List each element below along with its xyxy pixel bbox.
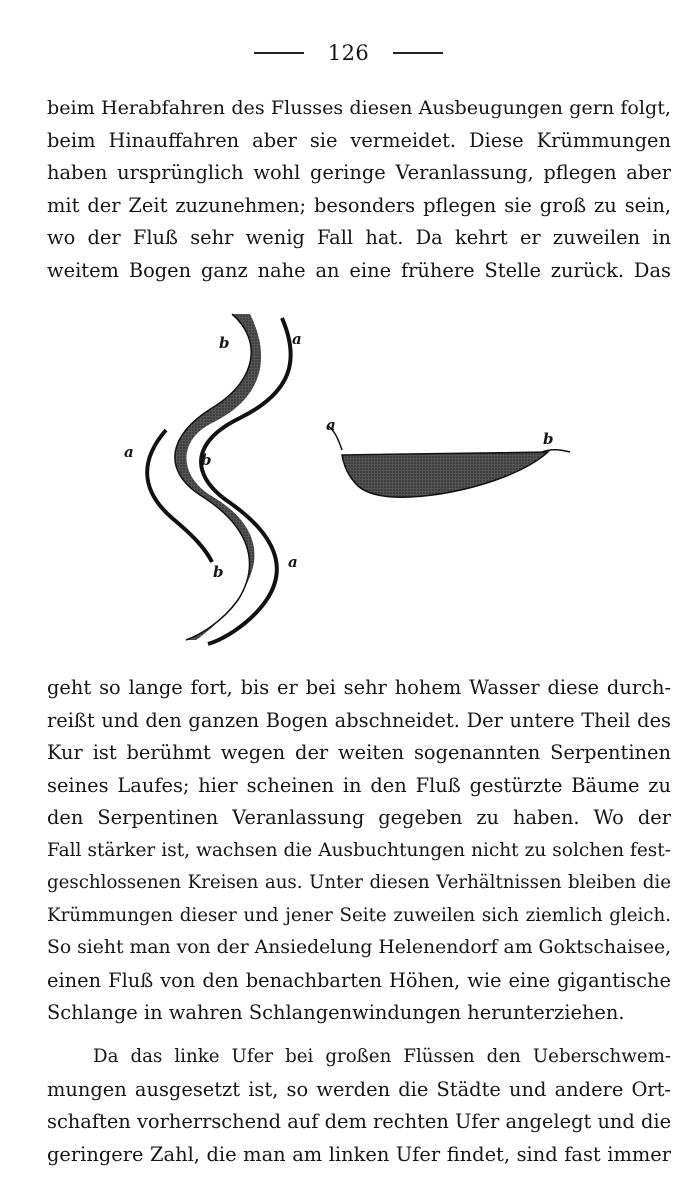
river-bank-a-line bbox=[201, 318, 291, 644]
section-water-body bbox=[342, 452, 548, 497]
text-line: beim Herabfahren des Flusses diesen Ausbeugungen gern folgt, bbox=[47, 96, 671, 119]
label-river-b-bottom: b bbox=[213, 563, 224, 581]
text-line: schaften vorherrschend auf dem rechten Ufer angelegt und die bbox=[47, 1110, 672, 1133]
text-line: Kur ist berühmt wegen der weiten sogenannten Serpentinen bbox=[47, 741, 671, 764]
label-river-a-bottom: a bbox=[288, 553, 298, 571]
page-header bbox=[0, 38, 697, 68]
text-line: den Serpentinen Veranlassung gegeben zu haben. Wo der bbox=[47, 806, 671, 829]
label-river-a-top: a bbox=[292, 330, 302, 348]
text-line: Da das linke Ufer bei großen Flüssen den Ueberschwem- bbox=[93, 1046, 671, 1067]
page-number: 126 bbox=[327, 41, 370, 65]
text-line: einen Fluß von den benachbarten Höhen, wie eine gigantische bbox=[47, 968, 671, 992]
text-line: geringere Zahl, die man am linken Ufer findet, sind fast immer bbox=[47, 1142, 671, 1166]
paragraph-2 bbox=[47, 672, 671, 1030]
text-line: geht so lange fort, bis er bei sehr hohem Wasser diese durch- bbox=[47, 676, 671, 699]
text-line: mungen ausgesetzt ist, so werden die Städte und andere Ort- bbox=[47, 1077, 671, 1101]
text-line: So sieht man von der Ansiedelung Helenendorf am Goktschaisee, bbox=[47, 937, 672, 958]
paragraph-1 bbox=[47, 92, 671, 287]
text-line: haben ursprünglich wohl geringe Veranlassung, pflegen aber bbox=[47, 161, 671, 184]
text-line: beim Hinauffahren aber sie vermeidet. Diese Krümmungen bbox=[47, 128, 671, 152]
text-line: geschlossenen Kreisen aus. Unter diesen Verhältnissen bleiben die bbox=[47, 872, 671, 893]
text-line: Fall stärker ist, wachsen die Ausbuchtungen nicht zu solchen fest- bbox=[47, 839, 671, 861]
river-cross-section bbox=[328, 426, 570, 497]
header-rule-left bbox=[254, 52, 304, 54]
text-line: weitem Bogen ganz nahe an eine frühere Stelle zurück. Das bbox=[47, 258, 671, 282]
label-river-b-mid: b bbox=[201, 451, 212, 469]
label-river-b-top: b bbox=[219, 334, 230, 352]
text-line: wo der Fluß sehr wenig Fall hat. Da kehrt er zuweilen in bbox=[47, 226, 671, 249]
river-bank-b-shading bbox=[175, 314, 261, 640]
label-section-a: a bbox=[326, 416, 336, 434]
text-line: Schlange in wahren Schlangenwindungen herunterziehen. bbox=[47, 1001, 625, 1024]
text-line: seines Laufes; hier scheinen in den Fluß gestürzte Bäume zu bbox=[47, 773, 671, 797]
text-line: mit der Zeit zuzunehmen; besonders pflegen sie groß zu sein, bbox=[47, 193, 671, 217]
label-river-a-mid: a bbox=[124, 443, 134, 461]
river-figure bbox=[0, 300, 697, 660]
label-section-b: b bbox=[543, 430, 554, 448]
serpentine-river-plan bbox=[147, 314, 291, 644]
paragraph-3 bbox=[47, 1041, 671, 1171]
river-figure-drawing bbox=[0, 300, 697, 660]
text-line: Krümmungen dieser und jener Seite zuweilen sich ziemlich gleich. bbox=[47, 904, 671, 926]
text-line: reißt und den ganzen Bogen abschneidet. Der untere Theil des bbox=[47, 708, 671, 732]
header-rule-right bbox=[393, 52, 443, 54]
